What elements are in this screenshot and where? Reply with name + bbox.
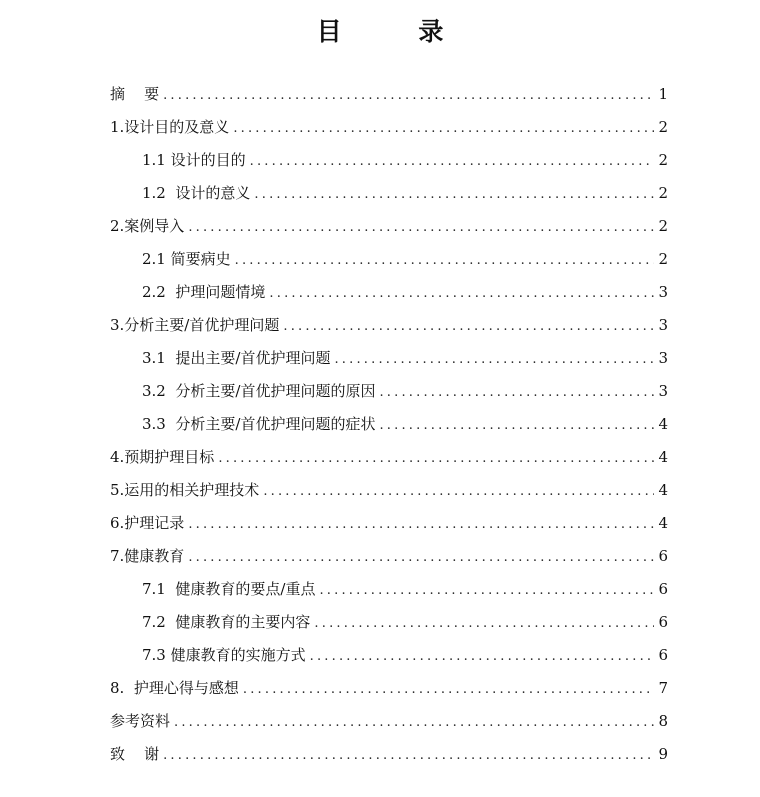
toc-entry-page: 6 — [658, 646, 668, 664]
dot-leader — [163, 79, 654, 112]
toc-entry-page: 3 — [658, 349, 668, 367]
toc-entry-5[interactable] — [110, 474, 668, 507]
dot-leader — [310, 640, 654, 673]
dot-leader — [188, 541, 654, 574]
dot-leader — [314, 607, 654, 640]
toc-entry-label: 7.2 健康教育的主要内容 — [142, 613, 311, 631]
toc-entry-page: 7 — [658, 679, 668, 697]
toc-entry-page: 6 — [658, 613, 668, 631]
toc-entry-label: 2.1 简要病史 — [142, 250, 231, 268]
toc-entry-page: 6 — [658, 580, 668, 598]
toc-entry-8[interactable] — [110, 672, 668, 705]
toc-entry-2[interactable] — [110, 210, 668, 243]
toc-entry-3[interactable] — [110, 309, 668, 342]
toc-entry-1[interactable] — [110, 111, 668, 144]
dot-leader — [283, 310, 654, 343]
toc-entry-label: 3.1 提出主要/首优护理问题 — [142, 349, 331, 367]
toc-entry-page: 8 — [658, 712, 668, 730]
dot-leader — [379, 409, 654, 442]
dot-leader — [379, 376, 654, 409]
toc-entry-label: 摘 要 — [110, 85, 160, 103]
toc-entry-page: 4 — [658, 481, 668, 499]
toc-entry-page: 4 — [658, 514, 668, 532]
dot-leader — [235, 244, 654, 277]
dot-leader — [163, 739, 654, 772]
toc-entry-page: 9 — [658, 745, 668, 763]
toc-entry-7-2[interactable] — [110, 606, 668, 639]
toc-entry-2-1[interactable] — [110, 243, 668, 276]
toc-entry-page: 2 — [658, 151, 668, 169]
toc-entry-page: 2 — [658, 118, 668, 136]
toc-entry-label: 3.2 分析主要/首优护理问题的原因 — [142, 382, 376, 400]
dot-leader — [319, 574, 654, 607]
toc-entry-page: 6 — [658, 547, 668, 565]
toc-entry-page: 3 — [658, 382, 668, 400]
toc-entry-1-1[interactable] — [110, 144, 668, 177]
toc-entry-page: 2 — [658, 250, 668, 268]
toc-entry-label: 1.1 设计的目的 — [142, 151, 246, 169]
toc-entry-7-1[interactable] — [110, 573, 668, 606]
page-title: 目 录 — [316, 17, 478, 46]
toc-entry-2-2[interactable] — [110, 276, 668, 309]
toc-entry-3-3[interactable] — [110, 408, 668, 441]
toc-entry-3-2[interactable] — [110, 375, 668, 408]
dot-leader — [233, 112, 654, 145]
toc-entry-page: 4 — [658, 448, 668, 466]
toc-entry-3-1[interactable] — [110, 342, 668, 375]
toc-entry-1-2[interactable] — [110, 177, 668, 210]
toc-entry-page: 2 — [658, 217, 668, 235]
dot-leader — [243, 673, 654, 706]
dot-leader — [250, 145, 654, 178]
toc-entry-label: 1.2 设计的意义 — [142, 184, 251, 202]
toc-entry-label: 致 谢 — [110, 745, 160, 763]
toc-entry-page: 3 — [658, 316, 668, 334]
dot-leader — [188, 211, 654, 244]
dot-leader — [334, 343, 654, 376]
toc-entry-acknowledgements[interactable] — [110, 738, 668, 771]
toc-entry-label: 2.案例导入 — [110, 217, 185, 235]
toc-entry-label: 5.运用的相关护理技术 — [110, 481, 260, 499]
toc-entry-label: 3.分析主要/首优护理问题 — [110, 316, 280, 334]
toc-entry-label: 4.预期护理目标 — [110, 448, 215, 466]
toc-entry-label: 7.1 健康教育的要点/重点 — [142, 580, 316, 598]
toc-entry-7[interactable] — [110, 540, 668, 573]
toc-entry-page: 4 — [658, 415, 668, 433]
toc-entry-page: 3 — [658, 283, 668, 301]
toc-entry-4[interactable] — [110, 441, 668, 474]
toc-entry-label: 7.健康教育 — [110, 547, 185, 565]
dot-leader — [188, 508, 654, 541]
toc-entry-label: 3.3 分析主要/首优护理问题的症状 — [142, 415, 376, 433]
dot-leader — [254, 178, 654, 211]
toc-entry-label: 1.设计目的及意义 — [110, 118, 230, 136]
toc-entry-label: 6.护理记录 — [110, 514, 185, 532]
toc-list — [110, 78, 668, 771]
toc-entry-7-3[interactable] — [110, 639, 668, 672]
toc-entry-label: 7.3 健康教育的实施方式 — [142, 646, 306, 664]
dot-leader — [174, 706, 654, 739]
dot-leader — [269, 277, 654, 310]
toc-entry-page: 1 — [658, 85, 668, 103]
toc-entry-label: 2.2 护理问题情境 — [142, 283, 266, 301]
dot-leader — [218, 442, 654, 475]
toc-entry-abstract[interactable] — [110, 78, 668, 111]
toc-entry-label: 8. 护理心得与感想 — [110, 679, 239, 697]
dot-leader — [263, 475, 654, 508]
toc-entry-references[interactable] — [110, 705, 668, 738]
toc-entry-page: 2 — [658, 184, 668, 202]
toc-entry-6[interactable] — [110, 507, 668, 540]
toc-entry-label: 参考资料 — [110, 712, 171, 730]
